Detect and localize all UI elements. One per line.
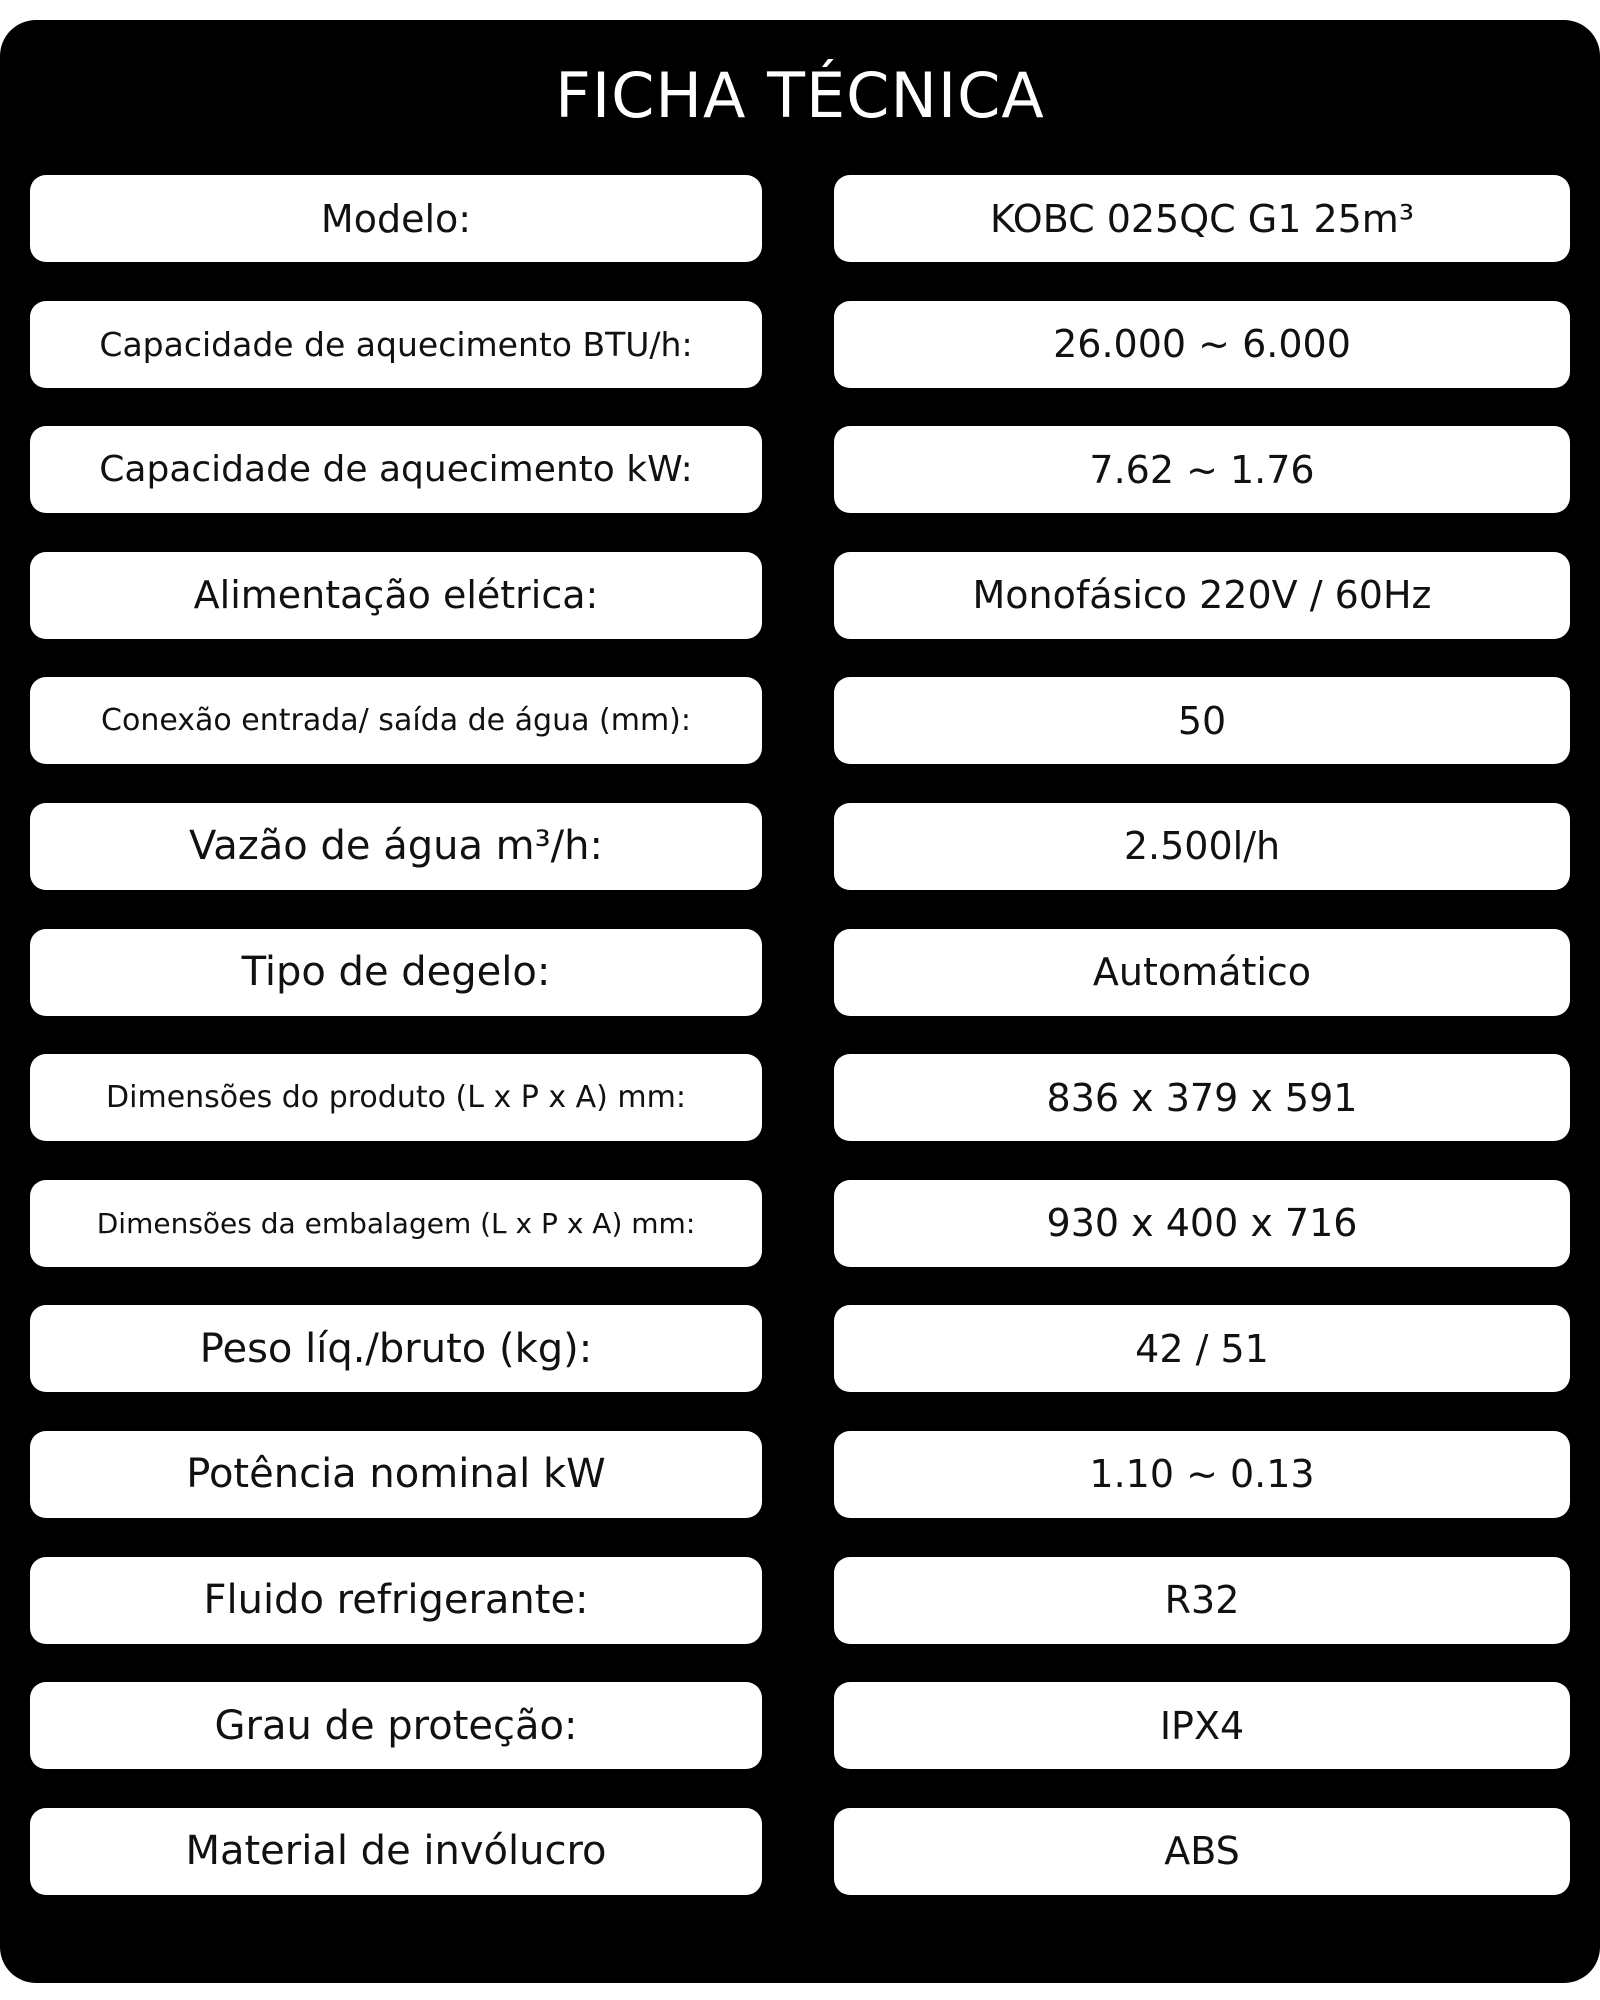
spec-row-model	[30, 175, 1570, 262]
spec-label: Alimentação elétrica:	[30, 552, 762, 639]
spec-value: 50	[834, 677, 1570, 764]
spec-label: Capacidade de aquecimento kW:	[30, 426, 762, 513]
spec-row-defrost	[30, 929, 1570, 1016]
spec-label: Grau de proteção:	[30, 1682, 762, 1769]
spec-row-heating-kw	[30, 426, 1570, 513]
spec-row-rated-power	[30, 1431, 1570, 1518]
spec-row-water-connection	[30, 677, 1570, 764]
spec-label: Vazão de água m³/h:	[30, 803, 762, 890]
spec-row-protection-rating	[30, 1682, 1570, 1769]
spec-row-product-dimensions	[30, 1054, 1570, 1141]
spec-value: R32	[834, 1557, 1570, 1644]
spec-row-heating-btu	[30, 301, 1570, 388]
spec-table	[30, 175, 1570, 1933]
spec-label: Material de invólucro	[30, 1808, 762, 1895]
spec-value: ABS	[834, 1808, 1570, 1895]
spec-value: KOBC 025QC G1 25m³	[834, 175, 1570, 262]
spec-row-package-dimensions	[30, 1180, 1570, 1267]
spec-value: Automático	[834, 929, 1570, 1016]
spec-value: 836 x 379 x 591	[834, 1054, 1570, 1141]
spec-row-refrigerant	[30, 1557, 1570, 1644]
page-title: FICHA TÉCNICA	[555, 59, 1045, 132]
spec-value: 2.500l/h	[834, 803, 1570, 890]
spec-label: Dimensões da embalagem (L x P x A) mm:	[30, 1180, 762, 1267]
spec-value: IPX4	[834, 1682, 1570, 1769]
spec-label: Tipo de degelo:	[30, 929, 762, 1016]
spec-label: Conexão entrada/ saída de água (mm):	[30, 677, 762, 764]
spec-label: Peso líq./bruto (kg):	[30, 1305, 762, 1392]
spec-value: 1.10 ~ 0.13	[834, 1431, 1570, 1518]
spec-row-water-flow	[30, 803, 1570, 890]
spec-label: Modelo:	[30, 175, 762, 262]
spec-value: 930 x 400 x 716	[834, 1180, 1570, 1267]
spec-label: Capacidade de aquecimento BTU/h:	[30, 301, 762, 388]
spec-value: 7.62 ~ 1.76	[834, 426, 1570, 513]
spec-value: Monofásico 220V / 60Hz	[834, 552, 1570, 639]
spec-row-weight	[30, 1305, 1570, 1392]
spec-row-casing-material	[30, 1808, 1570, 1895]
spec-sheet	[0, 20, 1600, 1983]
spec-label: Fluido refrigerante:	[30, 1557, 762, 1644]
spec-value: 26.000 ~ 6.000	[834, 301, 1570, 388]
spec-label: Dimensões do produto (L x P x A) mm:	[30, 1054, 762, 1141]
spec-value: 42 / 51	[834, 1305, 1570, 1392]
spec-row-power-supply	[30, 552, 1570, 639]
spec-label: Potência nominal kW	[30, 1431, 762, 1518]
